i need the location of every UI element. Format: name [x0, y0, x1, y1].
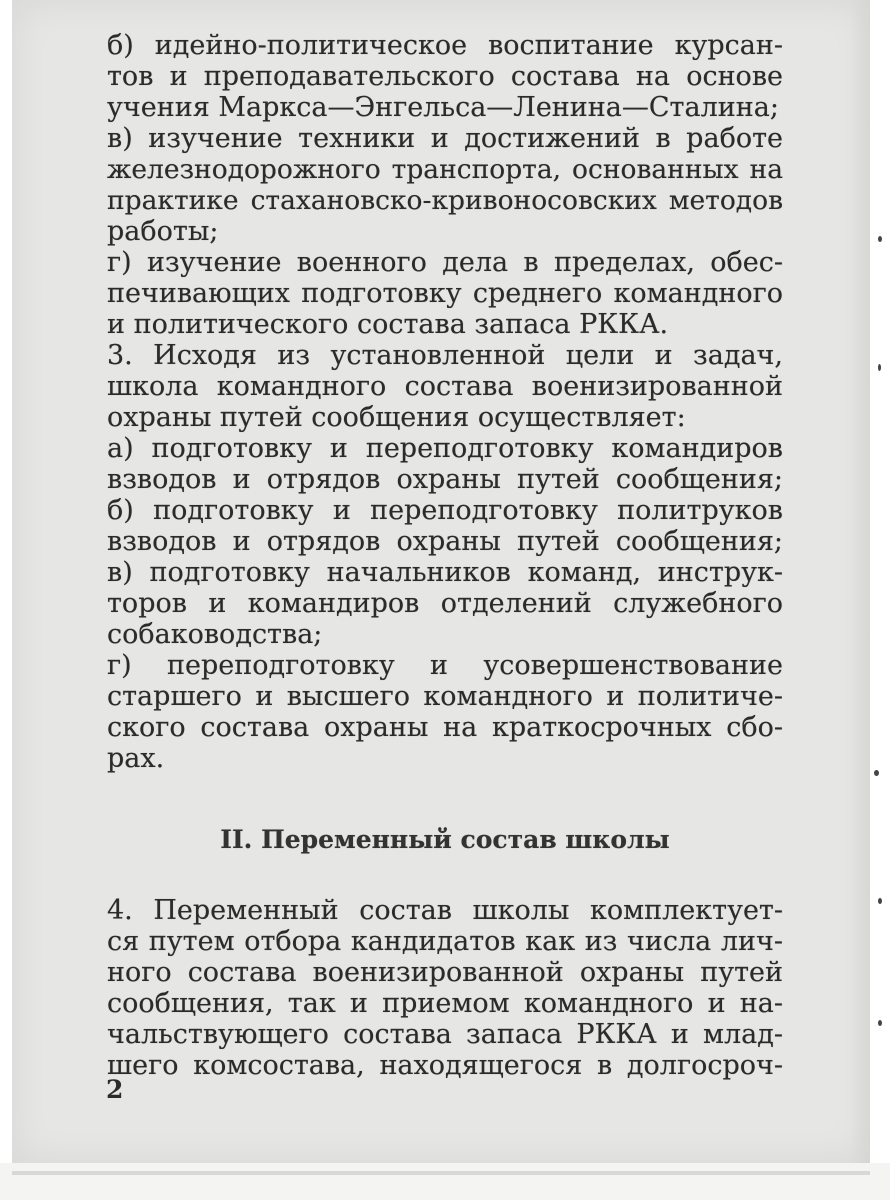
text-line: работы;	[107, 216, 219, 247]
ink-speck	[878, 1020, 882, 1026]
text-line: в) подготовку начальников команд, инструк-	[107, 557, 783, 588]
text-line: г) переподготовку и усовершенствование	[107, 650, 783, 681]
text-line: взводов и отрядов охраны путей сообщения;	[107, 526, 783, 557]
text-line: б) подготовку и переподготовку политруков	[107, 495, 783, 526]
text-line: торов и командиров отделений служебного	[107, 588, 783, 619]
text-line: и политического состава запаса РККА.	[107, 309, 669, 340]
ink-speck	[878, 898, 882, 904]
text-line: сообщения, так и приемом командного и на-	[107, 988, 783, 1019]
text-line: практике стахановско-кривоносовских методов	[107, 185, 783, 216]
text-line: тов и преподавательского состава на основе	[107, 61, 783, 92]
text-line: б) идейно-политическое воспитание курсан-	[107, 30, 783, 61]
text-line: ского состава охраны на краткосрочных сбо-	[107, 712, 783, 743]
text-line: охраны путей сообщения осуществляет:	[107, 402, 686, 433]
text-line: взводов и отрядов охраны путей сообщения;	[107, 464, 783, 495]
text-line: в) изучение техники и достижений в работе	[107, 123, 783, 154]
text-line: 3. Исходя из установленной цели и задач,	[107, 340, 783, 371]
text-line: шего комсостава, находящегося в долгосроч-	[107, 1050, 783, 1081]
text-line: 4. Переменный состав школы комплектует-	[107, 895, 783, 926]
text-line: ся путем отбора кандидатов как из числа лич-	[107, 926, 783, 957]
text-line: печивающих подготовку среднего командного	[107, 278, 783, 309]
text-line: рах.	[107, 743, 165, 774]
text-line: старшего и высшего командного и политиче-	[107, 681, 783, 712]
page-number: 2	[106, 1075, 124, 1104]
ink-speck	[874, 770, 879, 776]
text-line: железнодорожного транспорта, основанных на	[107, 154, 783, 185]
scan-margin-bottom	[0, 1163, 890, 1200]
ink-speck	[878, 236, 882, 242]
paper-edge	[850, 0, 870, 1163]
ink-speck	[878, 364, 881, 371]
section-heading: II. Переменный состав школы	[220, 825, 670, 854]
text-line: чальствующего состава запаса РККА и млад-	[107, 1019, 783, 1050]
text-line: школа командного состава военизированной	[107, 371, 783, 402]
text-line: собаководства;	[107, 619, 323, 650]
section-goals	[107, 30, 783, 774]
text-line: ного состава военизированной охраны путей	[107, 957, 783, 988]
text-line: г) изучение военного дела в пределах, обес-	[107, 247, 783, 278]
page-text	[107, 30, 783, 1081]
text-line: учения Маркса—Энгельса—Ленина—Сталина;	[107, 92, 779, 123]
section-personnel	[107, 895, 783, 1081]
text-line: а) подготовку и переподготовку командиров	[107, 433, 783, 464]
